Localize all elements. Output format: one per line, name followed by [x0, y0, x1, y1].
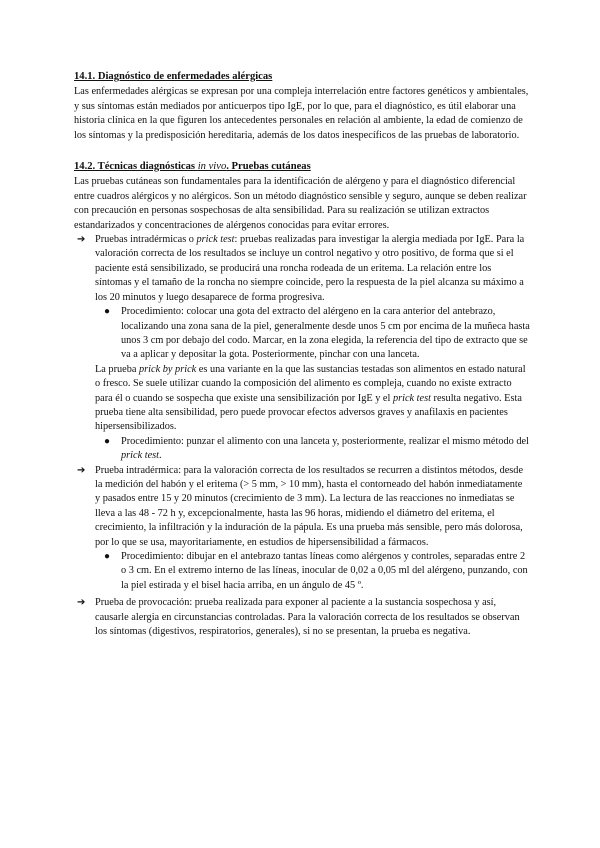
list-item-procedimiento: ● Procedimiento: dibujar en el antebrazo tantas líneas como alérgenos y controles, separadas entre 2 o 3 cm. En el extremo interno de las líneas, inocular de 0,02 a 0,05 ml del alérgeno, punzando, con la piel estirada y el bisel hacia arriba, en un ángulo de 45 º.: [104, 551, 528, 591]
prick-by-prick-paragraph: La prueba prick by prick es una variante en la que las sustancias testadas son alimentos en estado natural o fresco. Se suele utilizar cuando la composición del alimento es compleja, cuando no existe extracto para él o cuando se sospecha que existe una sensibilización por IgE y el prick test resulta negativo. Esta prueba tiene alta sensibilidad, pero puede provocar efectos adversos graves y anafilaxis en pacientes hipersensibilizados.: [95, 363, 526, 433]
section-diagnostico: [74, 70, 530, 143]
test-list: [74, 233, 530, 305]
test-list: [74, 596, 530, 639]
list-item-procedimiento: ● Procedimiento: punzar el alimento con una lanceta y, posteriormente, realizar el mismo método del prick test.: [104, 435, 529, 462]
document-page: [74, 70, 530, 639]
sub-list-prick-by-prick: [74, 435, 530, 464]
test-list: [74, 464, 530, 550]
section-1-paragraph: Las enfermedades alérgicas se expresan por una compleja interrelación entre factores genéticos y ambientales, y sus síntomas están mediados por anticuerpos tipo IgE, por lo que, para el diagnóstico, es útil elaborar una historia clínica en la que figuren los antecedentes personales en relación al ambiente, la edad de comienzo de los síntomas y la predisposición hereditaria, además de los datos inespecíficos de las pruebas de laboratorio.: [74, 86, 529, 141]
list-item-provocacion: ➔ Prueba de provocación: prueba realizada para exponer al paciente a la sustancia sospechosa y así, causarle alergia en circunstancias controladas. Para la valoración correcta de los resultados se observan los síntomas (digestivos, respiratorios, generales), si no se presentan, la prueba es negativa.: [77, 597, 520, 638]
list-item-intradermica: ➔ Prueba intradérmica: para la valoración correcta de los resultados se recurren a distintos métodos, desde la medición del habón y el eritema (> 5 mm, > 10 mm), hasta el contorneado del habón inmediatamente y pasados entre 15 y 20 minutos (crecimiento de 3 mm). La lectura de las reacciones no inmediatas se lleva a las 48 - 72 h y, excepcionalmente, hasta las 96 horas, midiendo el diámetro del eritema, el crecimiento, la infiltración y la induración de la pápula. Es una prueba más sensible, pero más dolorosa, por lo que se usa, mayoritariamente, en estudios de hipersensibilidad a fármacos.: [77, 464, 524, 548]
bullet-icon: ●: [104, 306, 111, 318]
sub-list-prick: [74, 305, 530, 363]
list-item-prick-test: ➔ Pruebas intradérmicas o prick test: pruebas realizadas para investigar la alergia mediada por IgE. Para la valoración correcta de los resultados se incluye un control negativo y otro positivo, de forma que si el paciente está sensibilizado, se producirá una roncha rodeada de un eritema. La relación entre los síntomas y el tamaño de la roncha no siempre coincide, pero la respuesta de la piel alcanza su máximo a los 20 minutos y luego desaparece de forma progresiva.: [77, 234, 525, 303]
bullet-icon: ●: [104, 435, 111, 447]
section-2-intro: Las pruebas cutáneas son fundamentales para la identificación de alérgeno y para el diagnóstico diferencial entre cuadros alérgicos y no alérgicos. Son un método diagnóstico sensible y seguro, aunque se deben realizar con precaución en personas sospechosas de alta sensibilidad. Para su realización se utilizan extractos estandarizados y concentraciones de alérgenos conocidas para evitar errores.: [74, 176, 527, 231]
arrow-icon: ➔: [77, 234, 86, 246]
arrow-icon: ➔: [77, 597, 86, 609]
bullet-icon: ●: [104, 551, 111, 562]
arrow-icon: ➔: [77, 464, 86, 476]
section-2-title: 14.2. Técnicas diagnósticas in vivo. Pruebas cutáneas: [74, 161, 311, 173]
section-tecnicas: [74, 160, 530, 639]
section-1-title: 14.1. Diagnóstico de enfermedades alérgicas: [74, 71, 273, 82]
sub-list-intradermica: [74, 550, 530, 593]
list-item-procedimiento: ● Procedimiento: colocar una gota del extracto del alérgeno en la cara anterior del antebrazo, localizando una zona sana de la piel, generalmente desde unos 5 cm por encima de la muñeca hasta unos 3 cm por debajo del codo. Marcar, en la zona elegida, la referencia del tipo de extracto que se va a aplicar y depositar la gota. Posteriormente, pinchar con una lanceta.: [104, 306, 530, 361]
